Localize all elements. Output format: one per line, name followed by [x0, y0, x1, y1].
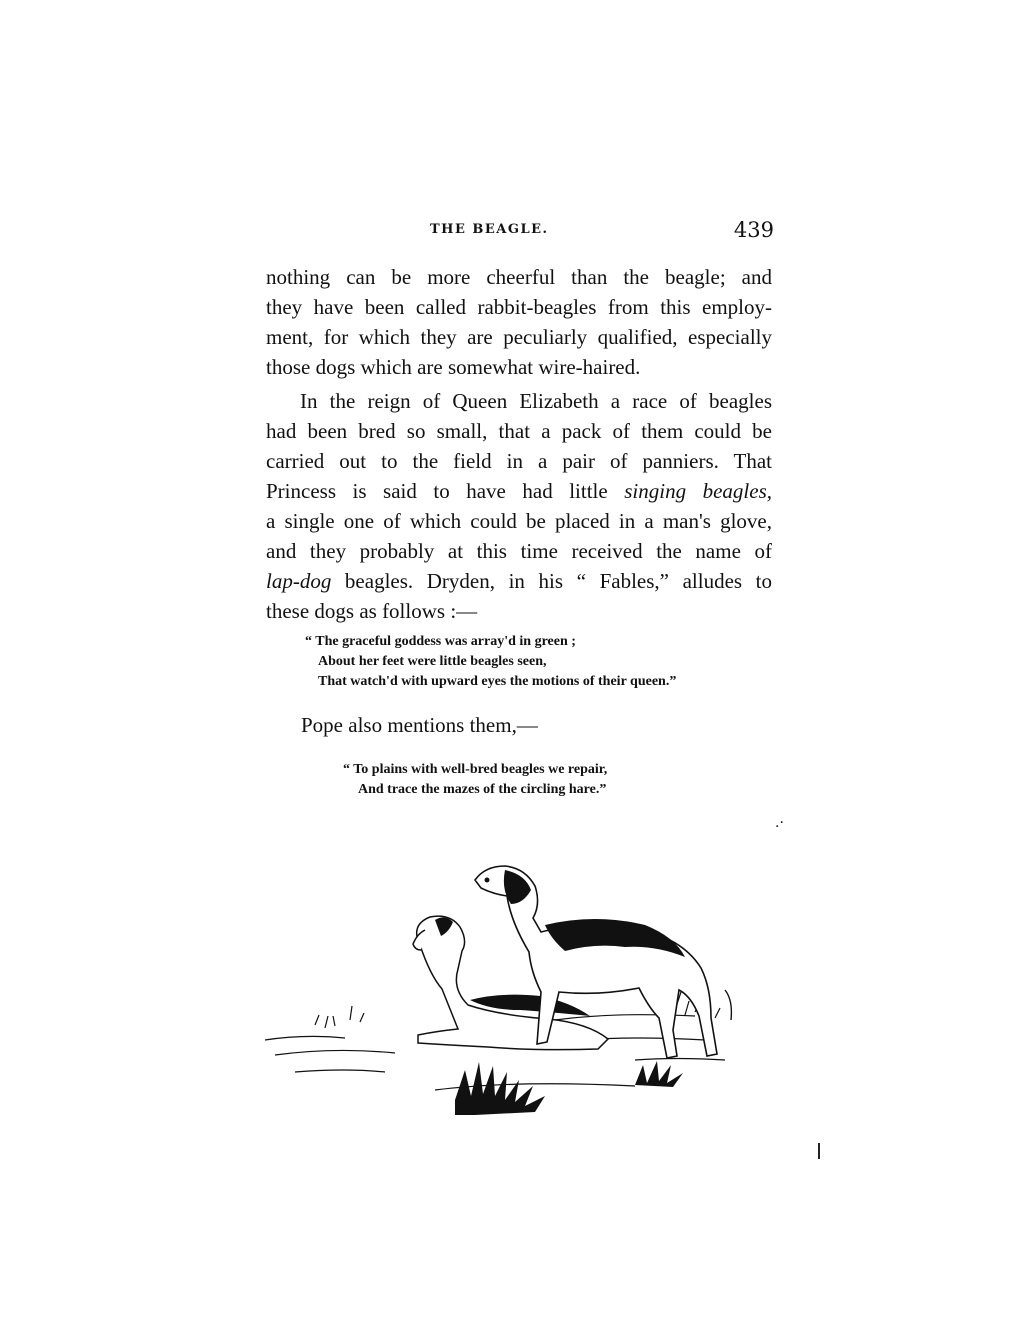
text-line: and they probably at this time received the name of: [266, 539, 772, 563]
text-line: In the reign of Queen Elizabeth a race of beagles: [300, 389, 772, 413]
dryden-verse: [305, 632, 676, 692]
text-line: a single one of which could be placed in a man's glove,: [266, 509, 772, 533]
verse-line: “ The graceful goddess was array'd in green ;: [305, 634, 576, 649]
text-line: carried out to the field in a pair of panniers. That: [266, 449, 772, 473]
page-number: 439: [733, 218, 774, 242]
text-line: nothing can be more cheerful than the beagle; and: [266, 265, 772, 289]
italic-run: singing beagles,: [624, 479, 772, 503]
margin-mark: [818, 1143, 820, 1159]
italic-run: lap-dog: [266, 569, 332, 593]
text-line: they have been called rabbit-beagles from this employ-: [266, 295, 772, 319]
body-text: [266, 262, 772, 628]
text-run: beagles. Dryden, in his “ Fables,” alludes to: [331, 569, 772, 593]
text-line: those dogs which are somewhat wire-haired.: [266, 355, 641, 379]
beagle-engraving-icon: [255, 850, 745, 1115]
page-header: [266, 218, 774, 242]
verse-line: And trace the mazes of the circling hare.”: [358, 782, 607, 797]
running-head: THE BEAGLE.: [430, 222, 549, 237]
paragraph-1: [266, 262, 772, 382]
verse-line: “ To plains with well-bred beagles we repair,: [343, 762, 608, 777]
pope-verse: [343, 760, 607, 800]
text-run: Princess is said to have had little: [266, 479, 625, 503]
text-line: had been bred so small, that a pack of them could be: [266, 419, 772, 443]
pope-intro: Pope also mentions them,—: [301, 713, 538, 737]
text-line: ment, for which they are peculiarly qualified, especially: [266, 325, 772, 349]
text-line: these dogs as follows :—: [266, 599, 478, 623]
text-line: [266, 566, 772, 596]
verse-line: About her feet were little beagles seen,: [318, 654, 547, 669]
paragraph-2: [266, 386, 772, 626]
print-speck: .·: [775, 815, 784, 831]
text-line: [266, 476, 772, 506]
verse-line: That watch'd with upward eyes the motions of their queen.”: [318, 674, 677, 689]
